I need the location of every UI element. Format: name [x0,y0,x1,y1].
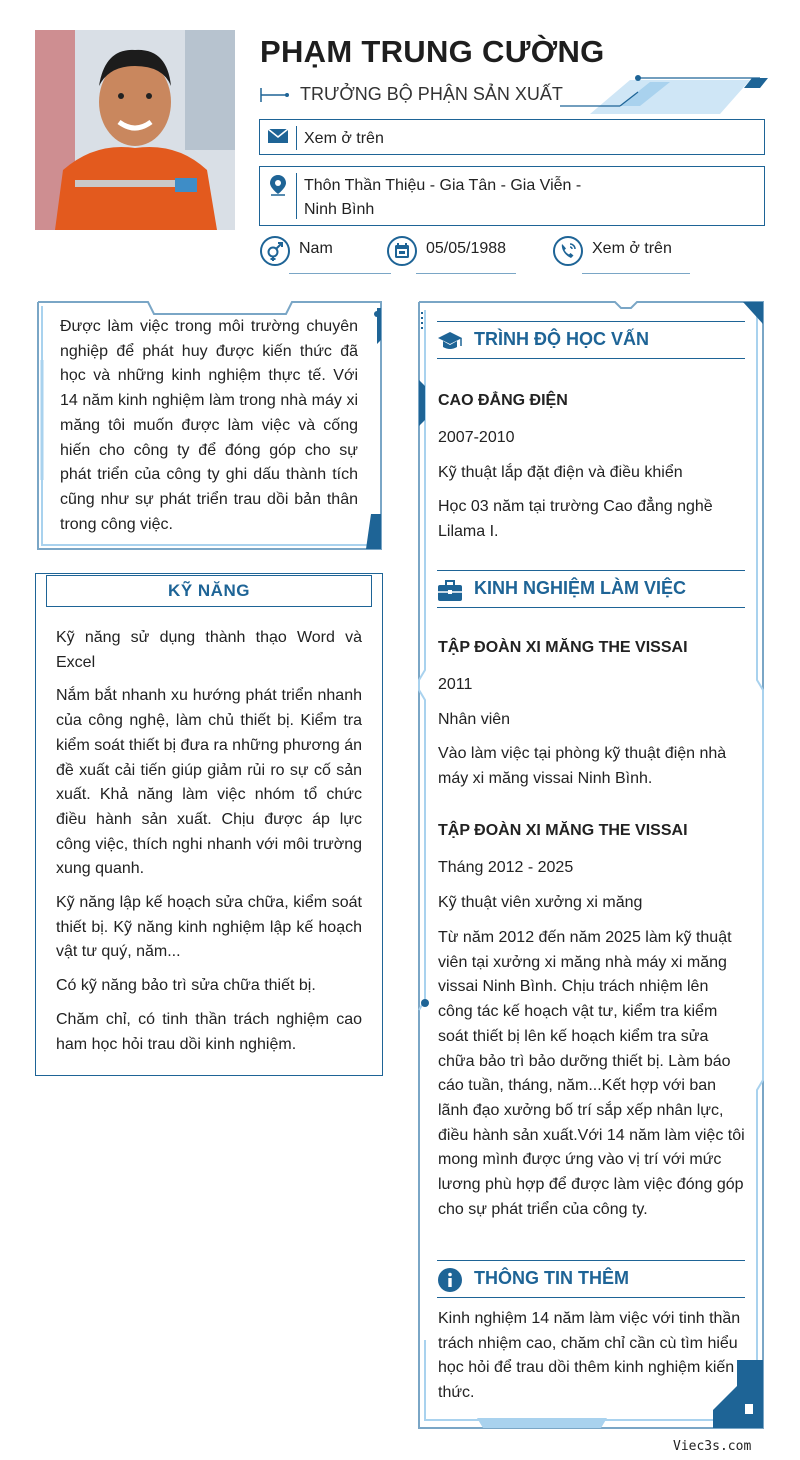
skills-list [56,626,362,1066]
phone-item[interactable] [552,235,692,277]
birthday-underline [416,273,516,274]
skills-title: KỸ NĂNG [46,575,372,607]
birthday-value: 05/05/1988 [426,240,507,257]
candidate-name: PHẠM TRUNG CƯỜNG [260,34,605,69]
education-desc: Học 03 năm tại trường Cao đẳng nghề Lilama I. [438,498,713,540]
education-major: Kỹ thuật lắp đặt điện và điều khiển [438,464,683,481]
additional-info-header [437,1260,745,1298]
birthday-item [386,235,518,277]
education-period: 2007-2010 [438,429,515,446]
gender-item [259,235,369,277]
address-value [304,174,624,222]
profile-photo-image [35,30,235,230]
address-line-2: Ninh Bình [304,201,375,218]
email-value: Xem ở trên [304,130,384,147]
gender-icon [259,235,291,267]
skill-item: Có kỹ năng bảo trì sửa chữa thiết bị. [56,977,316,995]
skills-section [35,573,383,1076]
calendar-icon [386,235,418,267]
info-icon [437,1267,463,1293]
job-2-company: TẬP ĐOÀN XI MĂNG THE VISSAI [438,822,688,839]
header-decoration [560,74,770,114]
education-title: TRÌNH ĐỘ HỌC VẤN [474,329,649,349]
experience-title: KINH NGHIỆM LÀM VIỆC [474,578,687,598]
skill-item: Kỹ năng sử dụng thành thạo Word và Excel [56,629,362,671]
job-2-period: Tháng 2012 - 2025 [438,859,574,876]
skill-item: Kỹ năng lập kế hoạch sửa chữa, kiểm soát thiết bị. Kỹ năng kinh nghiệm lập kế hoạch vật tư quý, năm... [56,894,362,961]
phone-icon [552,235,584,267]
skill-item: Chăm chỉ, có tinh thần trách nghiệm cao ham học hỏi trau dồi kinh nghiệm. [56,1010,362,1053]
watermark: Viec3s.com [673,1439,752,1454]
graduation-cap-icon [437,328,463,354]
briefcase-icon [437,577,463,603]
address-row [259,166,765,226]
skill-item: Nắm bắt nhanh xu hướng phát triển nhanh của công nghệ, làm chủ thiết bị. Kiểm tra kiểm soát thiết bị đưa ra những phương án đề xuất cải tiến giúp giảm rủi ro sự cố sản xuất. Khả năng làm việc nhóm tổ chức điều hành sản xuất. Chịu được áp lực công việc, thích nghi nhanh với môi trường xung quanh. [56,687,362,878]
career-objective-box [36,300,383,551]
job-1-desc: Vào làm việc tại phòng kỹ thuật điện nhà máy xi măng vissai Ninh Bình. [438,745,727,787]
email-row[interactable] [259,119,765,155]
location-pin-icon [268,174,288,196]
phone-value: Xem ở trên [592,240,672,257]
additional-info-text: Kinh nghiệm 14 năm làm việc với tinh thần trách nhiệm cao, chăm chỉ cần cù tìm hiểu học hỏi để trau dồi thêm kinh nghiệm kiến thức. [438,1310,741,1402]
gender-value: Nam [299,240,333,257]
profile-photo [35,30,235,230]
address-line-1: Thôn Thần Thiệu - Gia Tân - Gia Viễn - [304,177,582,194]
address-separator [296,173,297,219]
career-objective-text: Được làm việc trong môi trường chuyên nghiệp để phát huy được kiến thức đã học và những kinh nghiệm thực tế. Với 14 năm kinh nghiệm làm trong nhà máy xi măng tôi muốn được làm việc và cống hiến cho công ty để đóng góp cho sự phát triển của công ty ghi dấu thành tích cũng như sự phát triển trau dồi bản thân trong công việc. [60,318,358,533]
job-2-desc: Từ năm 2012 đến năm 2025 làm kỹ thuật viên tại xưởng xi măng nhà máy xi măng vissai Ninh Bình. Chịu trách nhiệm lên công tác kế hoạch vật tư, kiểm tra kiểm soát thiết bị lên kế hoạch kiểm tra sửa chữa bảo trì bảo dưỡng thiết bị. Làm báo cáo tuần, tháng, năm...Kết hợp với ban lãnh đạo xưởng bố trí sắp xếp nhân lực, điều hành sản xuất.Với 14 năm làm việc tôi mong mình được ứng vào vị trí với mức lương phù hợp để được làm việc đóng góp cho sự phát triển của công ty. [438,929,745,1218]
gender-underline [289,273,391,274]
education-school: CAO ĐẲNG ĐIỆN [438,392,568,409]
email-icon [267,127,289,145]
email-separator [296,126,297,150]
phone-underline [582,273,690,274]
job-2-role: Kỹ thuật viên xưởng xi măng [438,894,643,911]
additional-info-title: THÔNG TIN THÊM [474,1268,629,1288]
job-1-period: 2011 [438,676,473,693]
job-1-role: Nhân viên [438,711,511,728]
experience-header [437,570,745,608]
job-title: TRƯỞNG BỘ PHẬN SẢN XUẤT [300,84,563,104]
education-header [437,321,745,359]
title-bracket-icon [260,86,290,104]
job-1-company: TẬP ĐOÀN XI MĂNG THE VISSAI [438,639,688,656]
